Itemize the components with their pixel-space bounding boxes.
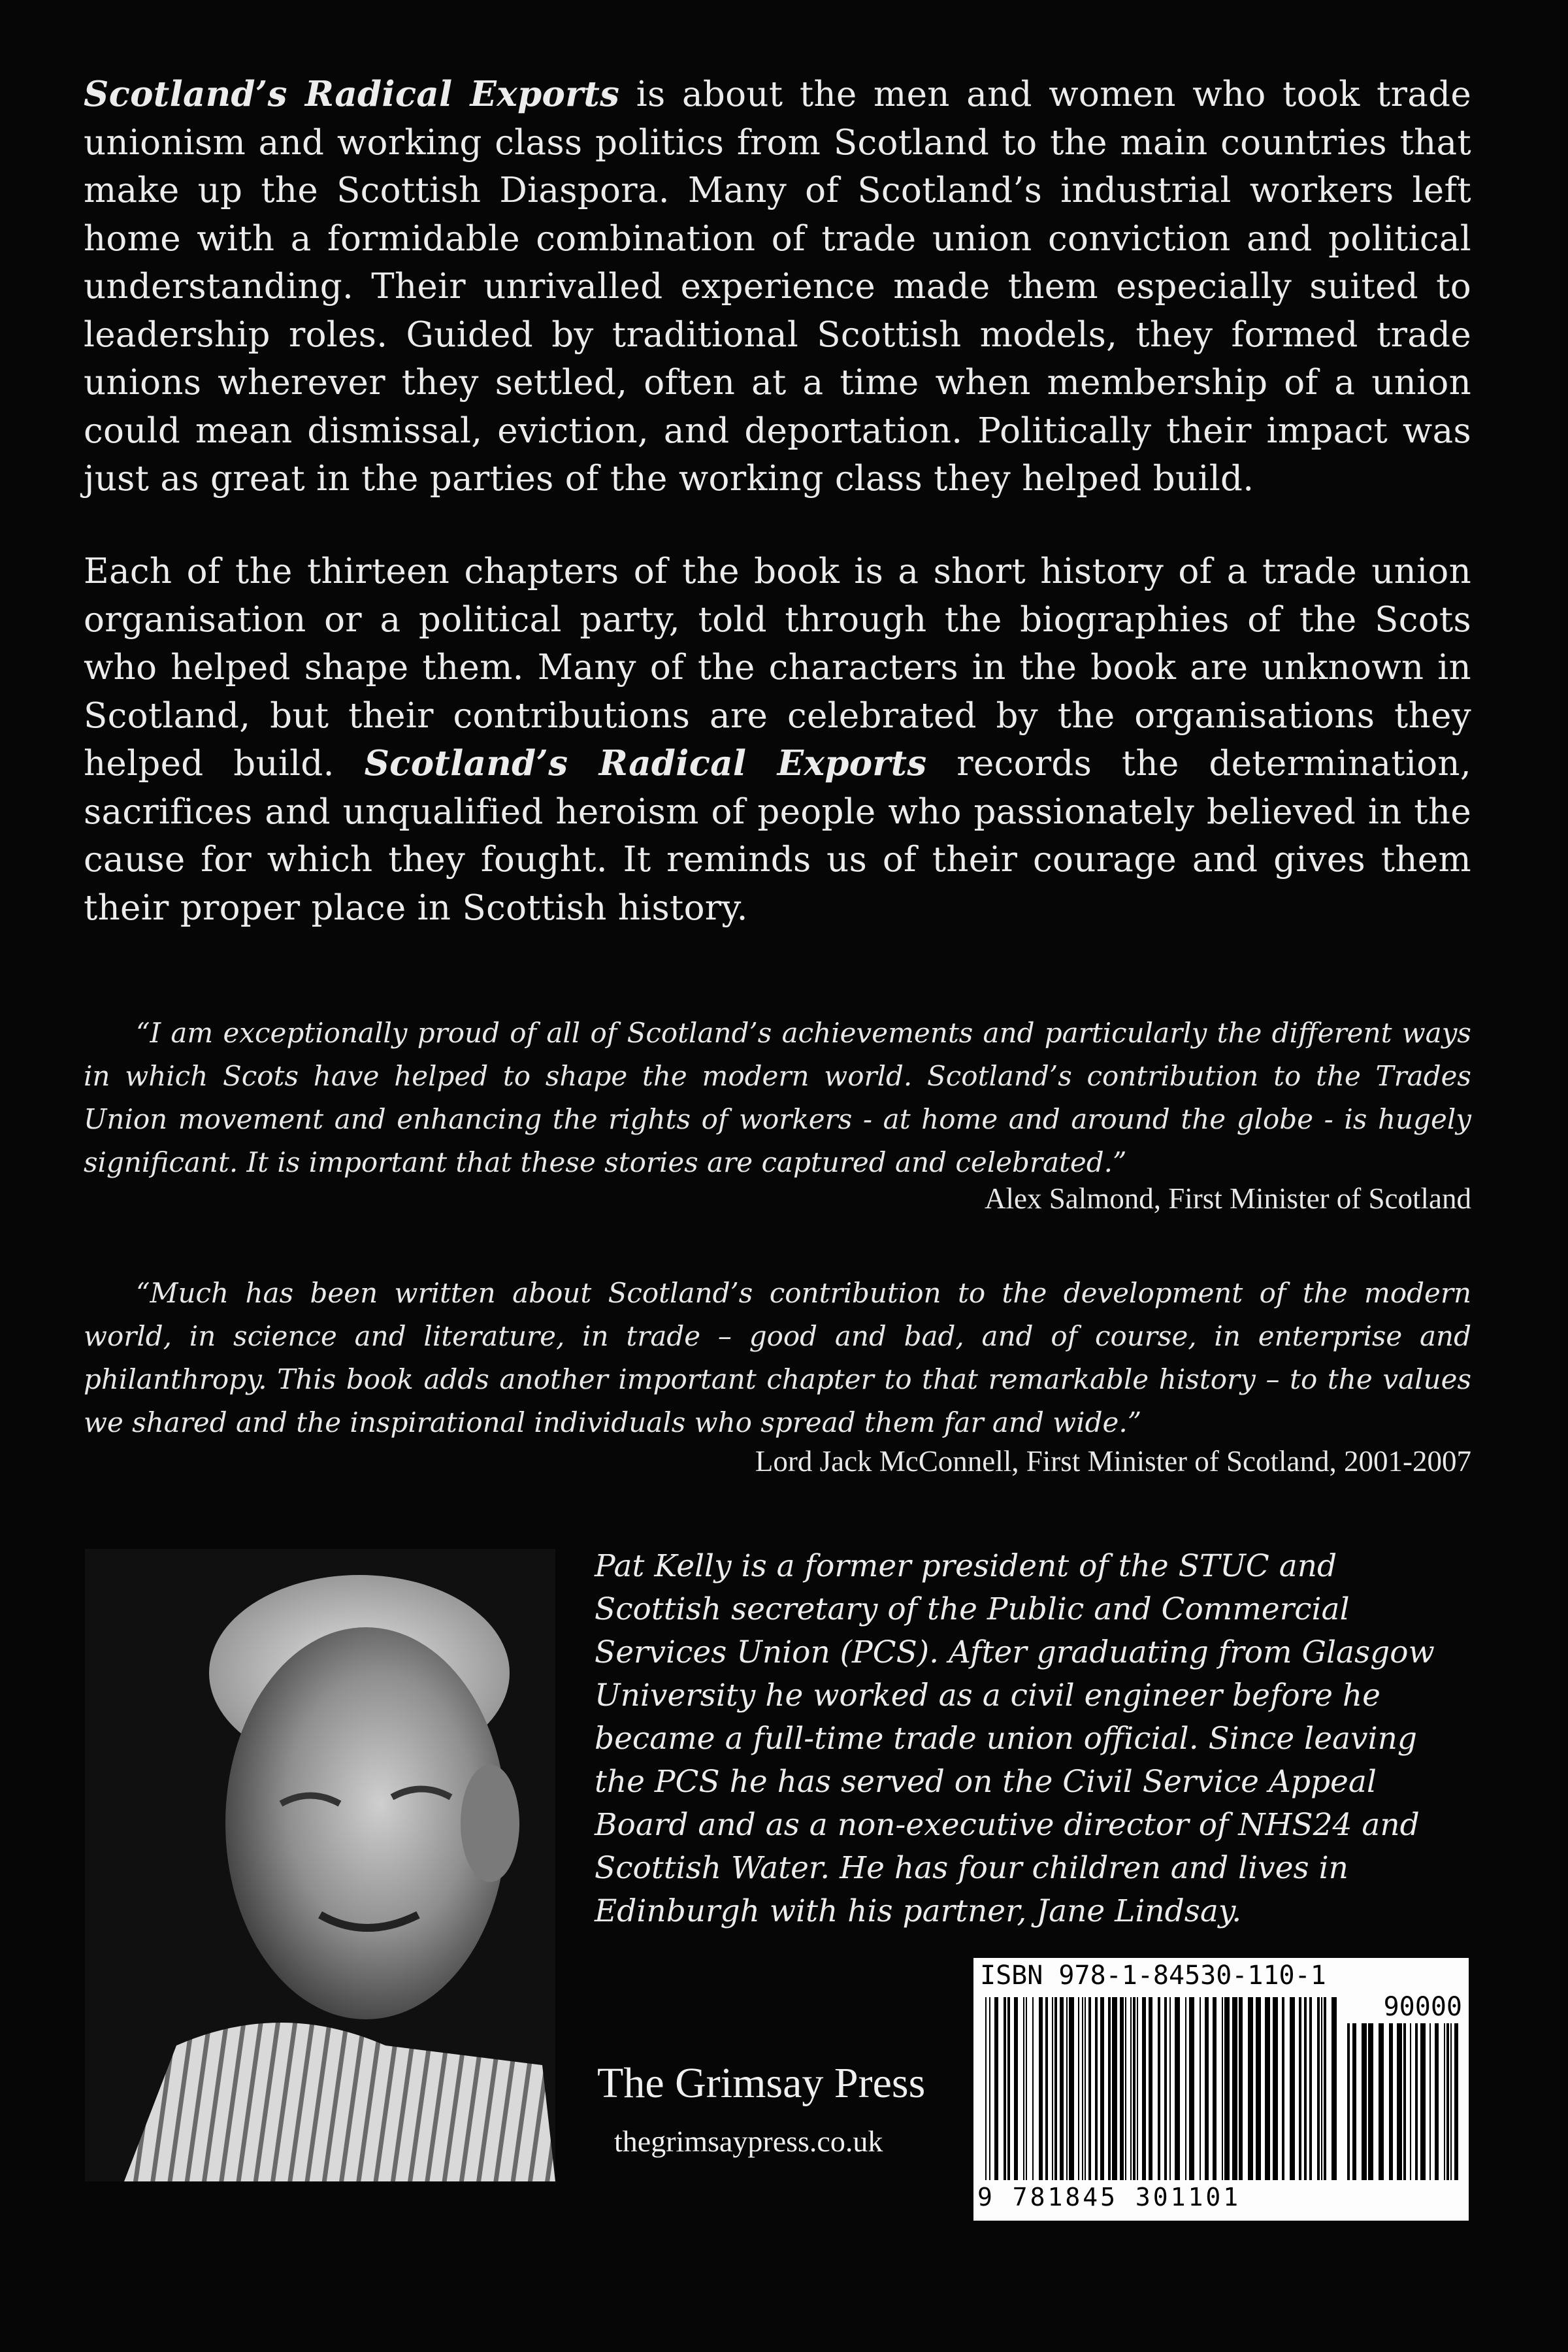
barcode-bar [1004,1997,1006,2180]
barcode-bar [1069,1997,1074,2180]
barcode-bars [985,1997,1338,2180]
barcode-addon-bars [1347,2023,1462,2180]
endorsement-attribution: Lord Jack McConnell, First Minister of Scotland, 2001-2007 [755,1445,1471,1478]
description-text: is about the men and women who took trade unionism and working class politics from Scotland to the main countries that make up the Scottish Diaspora. Many of Scotland’s industrial workers left home with a formidable combination of trade union conviction and political understanding. Their unrivalled experience made them especially suited to leadership roles. Guided by traditional Scottish models, they formed trade unions wherever they settled, often at a time when membership of a union could mean dismissal, eviction, and deportation. Politically their impact was just as great in the parties of the working class they helped build. [84,75,1471,499]
barcode-bar [1112,1997,1117,2180]
barcode-bar [1290,1997,1295,2180]
barcode-bar [1007,1997,1010,2180]
barcode-bar [1397,2023,1402,2180]
ean-digits: 9 781845 301101 [977,2183,1241,2211]
barcode-bar [1200,1997,1201,2180]
barcode-bar [1023,1997,1024,2180]
barcode-bar [1362,2023,1367,2180]
barcode-bar [1052,1997,1053,2180]
barcode-bar [1321,1997,1322,2180]
barcode-bar [1368,2023,1373,2180]
barcode-bar [1100,1997,1104,2180]
barcode-bar [1039,1997,1043,2180]
barcode-bar [1088,1997,1091,2180]
description-text: records the determination, sacrifices and unqualified heroism of people who passionately believed in the cause for which they fought. It reminds us of their courage and gives them their proper place in Scottish history. [84,744,1471,928]
barcode-bar [1429,2023,1431,2180]
barcode-bar [1205,1997,1209,2180]
barcode-bar [1415,2023,1418,2180]
barcode-bar [1066,1997,1068,2180]
barcode-bar [1435,2023,1439,2180]
barcode-bar [1420,2023,1426,2180]
barcode-bar [1324,1997,1326,2180]
barcode-bar [1108,1997,1111,2180]
barcode-bar [1273,1997,1278,2180]
isbn-number: ISBN 978-1-84530-110-1 [980,1961,1326,1991]
barcode-bar [1060,1997,1064,2180]
barcode-bar [1224,1997,1230,2180]
endorsement-attribution: Alex Salmond, First Minister of Scotland [985,1182,1471,1215]
barcode-bar [1032,1997,1034,2180]
barcode-bar [1403,2023,1406,2180]
barcode-bar [1248,1997,1253,2180]
barcode-bar [1133,1997,1135,2180]
barcode-bar [1026,1997,1027,2180]
barcode-bar [989,1997,990,2180]
description-text: Each of the thirteen chapters of the book is a short history of a trade union organisation or a political party, told through the biographies of the Scots who helped shape them. Many of the characters in the book are unknown in Scotland, but their contributions are celebrated by the organisations they helped build. [84,552,1471,784]
publisher-url: thegrimsaypress.co.uk [614,2125,883,2158]
barcode-bar [1169,1997,1171,2180]
barcode-bar [1282,1997,1284,2180]
barcode-bar [1095,1997,1098,2180]
barcode-bar [1331,1997,1337,2180]
barcode-bar [1256,1997,1261,2180]
barcode-bar [1189,1997,1194,2180]
barcode-bar [1232,1997,1237,2180]
barcode-bar [1450,2023,1452,2180]
barcode-bar [1389,2023,1393,2180]
barcode-bar [1379,2023,1384,2180]
barcode-bar [1317,1997,1320,2180]
barcode-bar [1085,1997,1086,2180]
price-code: 90000 [1383,1992,1462,2022]
barcode-bar [1014,1997,1018,2180]
barcode-bar [1265,1997,1270,2180]
author-photo [85,1549,555,2181]
isbn-barcode [973,1958,1469,2221]
endorsement-quote: “Much has been written about Scotland’s contribution to the development of the modern world, in science and literature, in trade – good and bad, and of course, in enterprise and philanthropy. This book adds another important chapter to that remarkable history – to the values we shared and the inspirational individuals who spread them far and wide.” [84,1277,1471,1438]
barcode-bar [1175,1997,1180,2180]
barcode-bar [985,1997,987,2180]
barcode-bar [994,1997,998,2180]
barcode-bar [1446,2023,1449,2180]
barcode-bar [1454,2023,1458,2180]
barcode-bar [1347,2023,1350,2180]
barcode-bar [1309,1997,1312,2180]
author-portrait-illustration [85,1549,555,2181]
author-bio: Pat Kelly is a former president of the STUC and Scottish secretary of the Public and Commercial Services Union (PCS). After graduating from Glasgow University he worked as a civil engineer before he became a full-time trade union official. Since leaving the PCS he has served on the Civil Service Appeal Board and as a non-executive director of NHS24 and Scottish Water. He has four children and lives in Edinburgh with his partner, Jane Lindsay. [595,1548,1435,1929]
book-title-emphasis: Scotland’s Radical Exports [364,743,927,784]
barcode-bar [1410,2023,1411,2180]
barcode-bar [1054,1997,1057,2180]
barcode-bar [1078,1997,1079,2180]
barcode-bar [1185,1997,1186,2180]
barcode-bar [1125,1997,1126,2180]
book-title-emphasis: Scotland’s Radical Exports [84,74,620,114]
barcode-bar [1304,1997,1307,2180]
barcode-bar [1222,1997,1223,2180]
barcode-bar [1130,1997,1132,2180]
description-paragraph-2 [84,548,1471,932]
barcode-bar [1120,1997,1124,2180]
barcode-bar [1149,1997,1152,2180]
endorsement-quote: “I am exceptionally proud of all of Scotland’s achievements and particularly the different ways in which Scots have helped to shape the modern world. Scotland’s contribution to the Trades Union movement and enhancing the rights of workers - at home and around the globe - is hugely significant. It is important that these stories are captured and celebrated.” [84,1017,1471,1178]
barcode-bar [1299,1997,1301,2180]
barcode-bar [1142,1997,1146,2180]
barcode-bar [1239,1997,1243,2180]
barcode-bar [1164,1997,1167,2180]
description-paragraph-1 [84,71,1471,503]
barcode-bar [1137,1997,1138,2180]
barcode-bar [1082,1997,1083,2180]
barcode-bar [1444,2023,1445,2180]
barcode-bar [1158,1997,1160,2180]
barcode-bar [1213,1997,1217,2180]
barcode-bar [1352,2023,1356,2180]
barcode-bar [1045,1997,1048,2180]
publisher-name: The Grimsay Press [597,2059,926,2107]
